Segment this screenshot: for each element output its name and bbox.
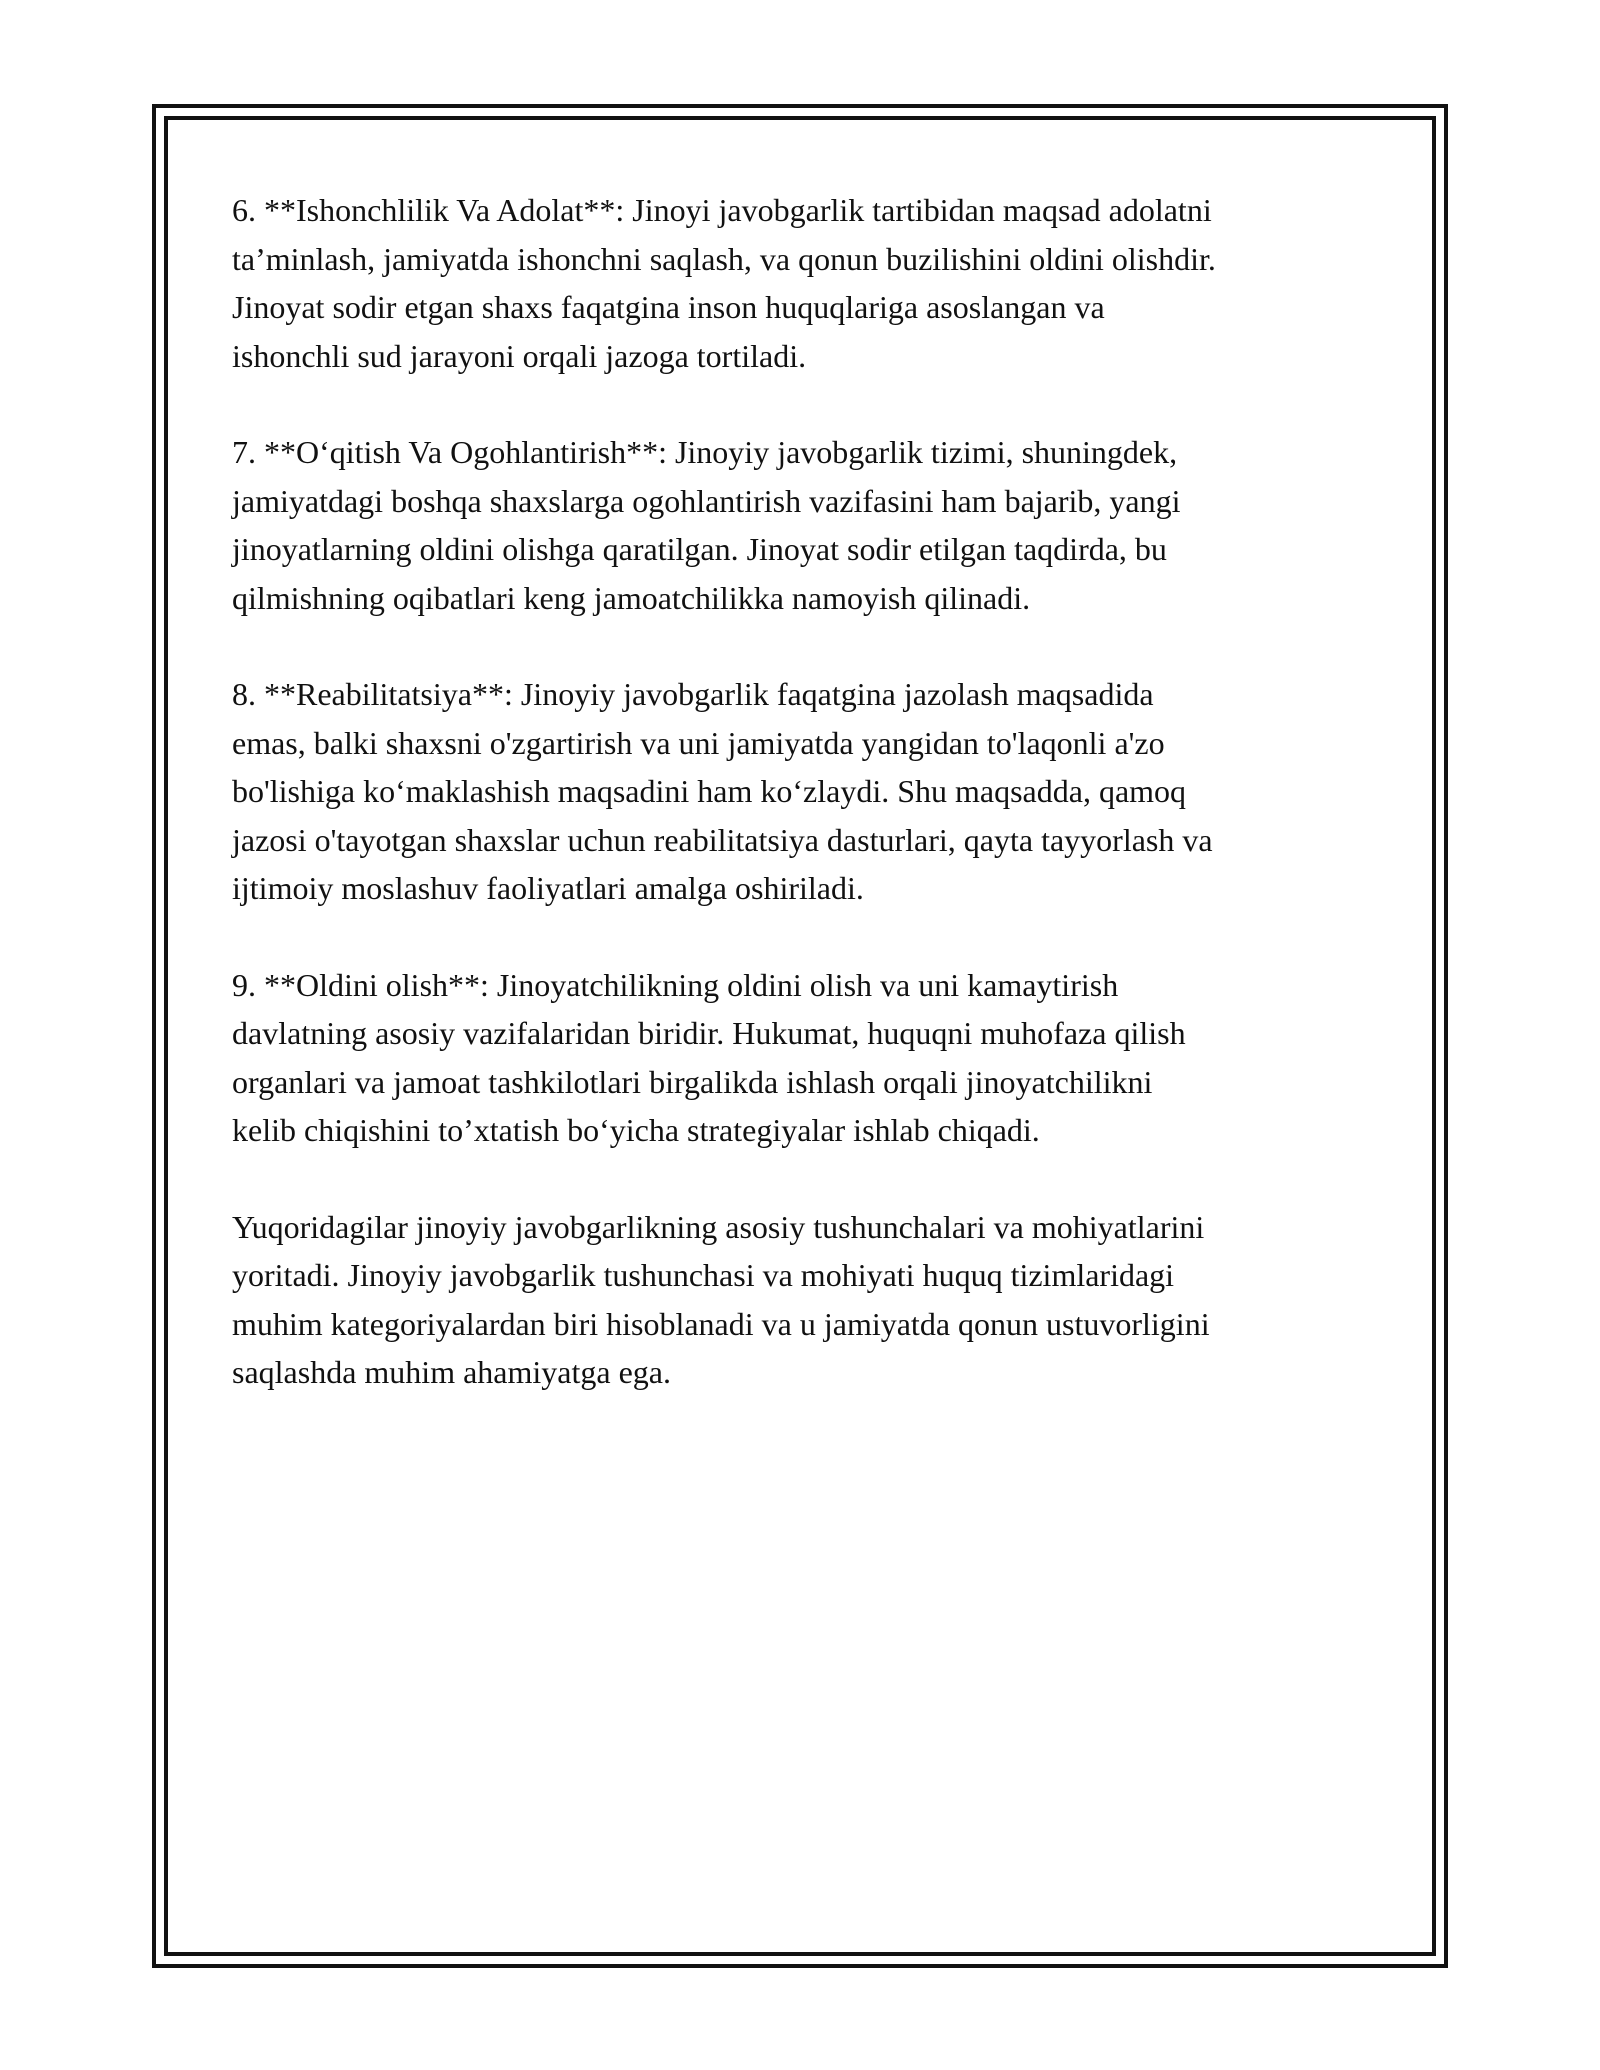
paragraph-6-ishonchlilik-va-adolat: 6. **Ishonchlilik Va Adolat**: Jinoyi javobgarlik tartibidan maqsad adolatni ta’minlash, jamiyatda ishonchni saqlash, va qonun buzilishini oldini olishdir. Jinoyat sodir etgan shaxs faqatgina inson huquqlariga asoslangan va ishonchli sud jarayoni orqali jazoga tortiladi. bbox=[232, 192, 1216, 374]
paragraph-8-reabilitatsiya: 8. **Reabilitatsiya**: Jinoyiy javobgarlik faqatgina jazolash maqsadida emas, balki shaxsni o'zgartirish va uni jamiyatda yangidan to'laqonli a'zo bo'lishiga koʻmaklashish maqsadini ham koʻzlaydi. Shu maqsadda, qamoq jazosi o'tayotgan shaxslar uchun reabilitatsiya dasturlari, qayta tayyorlash va ijtimoiy moslashuv faoliyatlari amalga oshiriladi. bbox=[232, 676, 1213, 906]
paragraph-9-oldini-olish: 9. **Oldini olish**: Jinoyatchilikning oldini olish va uni kamaytirish davlatning asosiy vazifalaridan biridir. Hukumat, huquqni muhofaza qilish organlari va jamoat tashkilotlari birgalikda ishlash orqali jinoyatchilikni kelib chiqishini to’xtatish boʻyicha strategiyalar ishlab chiqadi. bbox=[232, 966, 1186, 1148]
document-body bbox=[232, 186, 1412, 1445]
paragraph-7-oqitish-va-ogohlantirish: 7. **Oʻqitish Va Ogohlantirish**: Jinoyiy javobgarlik tizimi, shuningdek, jamiyatdagi boshqa shaxslarga ogohlantirish vazifasini ham bajarib, yangi jinoyatlarning oldini olishga qaratilgan. Jinoyat sodir etilgan taqdirda, bu qilmishning oqibatlari keng jamoatchilikka namoyish qilinadi. bbox=[232, 434, 1181, 616]
paragraph-conclusion: Yuqoridagilar jinoyiy javobgarlikning asosiy tushunchalari va mohiyatlarini yoritadi. Jinoyiy javobgarlik tushunchasi va mohiyati huquq tizimlaridagi muhim kategoriyalardan biri hisoblanadi va u jamiyatda qonun ustuvorligini saqlashda muhim ahamiyatga ega. bbox=[232, 1208, 1210, 1390]
